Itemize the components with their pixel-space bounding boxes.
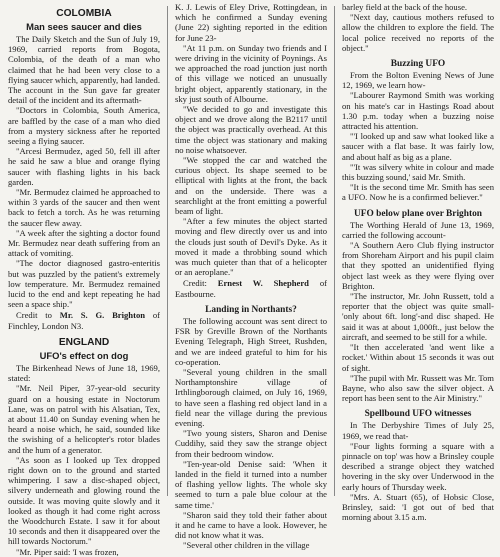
paragraph: "It then accelerated 'and went like a rocket.' Within about 15 seconds it was out of sight. <box>342 342 494 373</box>
paragraph: "Mr. Piper said: 'I was frozen, <box>16 546 119 557</box>
paragraph: "The doctor diagnosed gastro-enteritis but was puzzled by the patient's extremely low temperature. Mr. Bermudez remained lucid to the end and kept repeating he had seen a space ship." <box>8 258 160 310</box>
paragraph: "As soon as I looked up Tex dropped right down on to the ground and started whimpering. I saw a disc-shaped object, silvery underneath and glowing round the outside. It was moving quite slowly and it looked as though it had come right across the Woodchurch Estate. I saw it for about 10 seconds and then it disappeared over the hill towards Noctorum." <box>8 454 160 547</box>
column-divider <box>334 6 335 496</box>
paragraph: barley field at the back of the house. <box>342 2 468 12</box>
credit-suffix: of Eastbourne. <box>175 278 328 299</box>
paragraph: "At 11 p.m. on Sunday two friends and I were driving in the vicinity of Poynings. As we approached the road junction just north of this village we noticed an unusually bright object, apparently stationary, in the sky just south of Albourne. <box>175 42 327 104</box>
article-title-ufo-below-plane: UFO below plane over Brighton <box>354 208 482 219</box>
paragraph: "A Southern Aero Club flying instructor from Shoreham Airport and his pupil claim that they spotted an unidentified flying object last week as they were flying over Brighton. <box>342 240 494 291</box>
paragraph: The following account was sent direct to FSR by Greville Brown of the Northants Evening Telegraph, High Street, Rushden, and we are indeed grateful to him for his co-operation. <box>175 315 327 367</box>
paragraph: "The instructor, Mr. John Russett, told a reporter that the object was quite small-'only about 6ft. long'-and disc shaped. He said it was at about 1,000ft., just below the aircraft, and seemed to be still for a while. <box>342 291 494 342</box>
paragraph: The Worthing Herald of June 13, 1969, carried the following account- <box>342 219 494 240</box>
section-heading-england: ENGLAND <box>58 336 110 348</box>
credit-name: Ernest W. Shepherd <box>217 278 309 289</box>
column-2 <box>175 2 328 551</box>
article-title-ufo-effect-on-dog: UFO's effect on dog <box>39 349 129 361</box>
credit-prefix: Credit: <box>183 278 207 289</box>
paragraph: K. J. Lewis of Eley Drive, Rottingdean, in which he confirmed a Sunday evening (June 22) sighting reported in the edition for June 23- <box>175 2 327 43</box>
section-heading-colombia: COLOMBIA <box>56 8 112 19</box>
paragraph: "'It was silvery white in colour and made this buzzing sound,' said Mr. Smith. <box>342 161 494 183</box>
credit-line <box>175 278 327 298</box>
credit-line <box>8 310 160 330</box>
paragraph: "Four lights forming a square with a pinnacle on top' was how a Brinsley couple described a strange object they watched hovering in the sky over Underwood in the early hours of Thursday week. <box>342 440 494 492</box>
paragraph: From the Bolton Evening News of June 12, 1969, we learn how- <box>342 70 494 91</box>
paragraph: "Sharon said they told their father about it and he came to have a look. However, he did not know what it was. <box>175 509 327 541</box>
paragraph: "We stopped the car and watched the curious object. Its shape seemed to be elliptical with lights at the front, the back and on the underside. There was a searchlight at the front emitting a powerful beam of light. <box>175 155 327 217</box>
column-divider <box>167 6 168 496</box>
paragraph: "Arcesi Bermudez, aged 50, fell ill after he said he saw a blue and orange flying saucer with flashing lights in his back garden. <box>8 146 160 187</box>
paragraph: "Next day, cautious mothers refused to allow the children to explore the field. The local police received no reports of the object." <box>342 12 494 53</box>
paragraph: "Several young children in the small Northamptonshire village of Irthlingborough claimed, on July 16, 1969, to have seen a flashing red object land in a field near the village during the previous evening. <box>175 366 327 428</box>
column-1 <box>8 2 160 557</box>
paragraph: "It is the second time Mr. Smith has seen a UFO. Now he is a confirmed believer." <box>342 182 494 203</box>
column-3 <box>342 2 494 523</box>
paragraph: "Several other children in the village <box>183 540 310 551</box>
paragraph: "'I looked up and saw what looked like a saucer with a flat base. It was fairly low, and about half as big as a plane. <box>342 131 494 162</box>
article-title-man-sees-saucer: Man sees saucer and dies <box>26 21 142 32</box>
credit-name: Mr. S. G. Brighton <box>59 310 146 321</box>
article-title-buzzing-ufo: Buzzing UFO <box>390 59 446 70</box>
paragraph: "Mr. Neil Piper, 37-year-old security guard on a housing estate in Noctorum Lane, was on patrol with his Alsatian, Tex, at about 11.40 on Sunday evening when he heard a noise which, he said, sounded like the swishing of a helicopter's rotor blades and the hum of a generator. <box>8 383 160 455</box>
paragraph: "We decided to go and investigate this object and we drove along the B2117 until the object was practically overhead. At this time the object was stationary and making no noise whatsoever. <box>175 104 327 155</box>
paragraph: "Mrs. A. Stuart (65), of Hobsic Close, Brinsley, said: 'I got out of bed that morning about 3.15 a.m. <box>342 491 494 523</box>
article-title-landing-in-northants: Landing in Northants? <box>205 304 297 315</box>
credit-prefix: Credit to <box>16 310 52 321</box>
paragraph: The Daily Sketch and the Sun of July 19, 1969, carried reports from Bogota, Colombia, of the death of a man who claimed that he had been very close to a flying saucer which, apparently, had landed. The account in the Sun gave far greater detail of the incident and its aftermath- <box>8 34 160 106</box>
paragraph: "The pupil with Mr. Russett was Mr. Tom Bayne, who also saw the silver object. A report has been sent to the Air Ministry." <box>342 372 494 404</box>
paragraph: "Mr. Bermudez claimed he approached to within 3 yards of the saucer and then went back to fetch a torch. As he was returning the saucer flew away. <box>8 187 160 228</box>
paragraph: "Doctors in Colombia, South America, are baffled by the case of a man who died from a mystery sickness after he reported seeing a flying saucer. <box>8 105 160 147</box>
paragraph: "After a few minutes the object started moving and flew directly over us and into the clouds just south of Devil's Dyke. As it moved it made a throbbing sound which was much quieter than that of a helicopter or an aeroplane." <box>175 216 327 278</box>
paragraph: The Birkenhead News of June 18, 1969, stated: <box>8 362 160 384</box>
credit-suffix: of Finchley, London N3. <box>8 310 160 331</box>
paragraph: In The Derbyshire Times of July 25, 1969, we read that- <box>342 420 494 441</box>
paragraph: "Ten-year-old Denise said: 'When it landed in the field it turned into a number of flashing yellow lights. The whole sky seemed to turn a pale blue colour at the same time.' <box>175 458 327 510</box>
paragraph: "Labourer Raymond Smith was working on his mate's car in Hastings Road about 1.30 p.m. today when a buzzing noise attracted his attention. <box>342 90 494 132</box>
article-title-spellbound-witnesses: Spellbound UFO witnesses <box>364 409 472 420</box>
paragraph: "Two young sisters, Sharon and Denise Cuddihy, said they saw the strange object from their bedroom window. <box>175 428 327 459</box>
paragraph: "A week after the sighting a doctor found Mr. Bermudez near death suffering from an attack of vomiting. <box>8 227 160 259</box>
